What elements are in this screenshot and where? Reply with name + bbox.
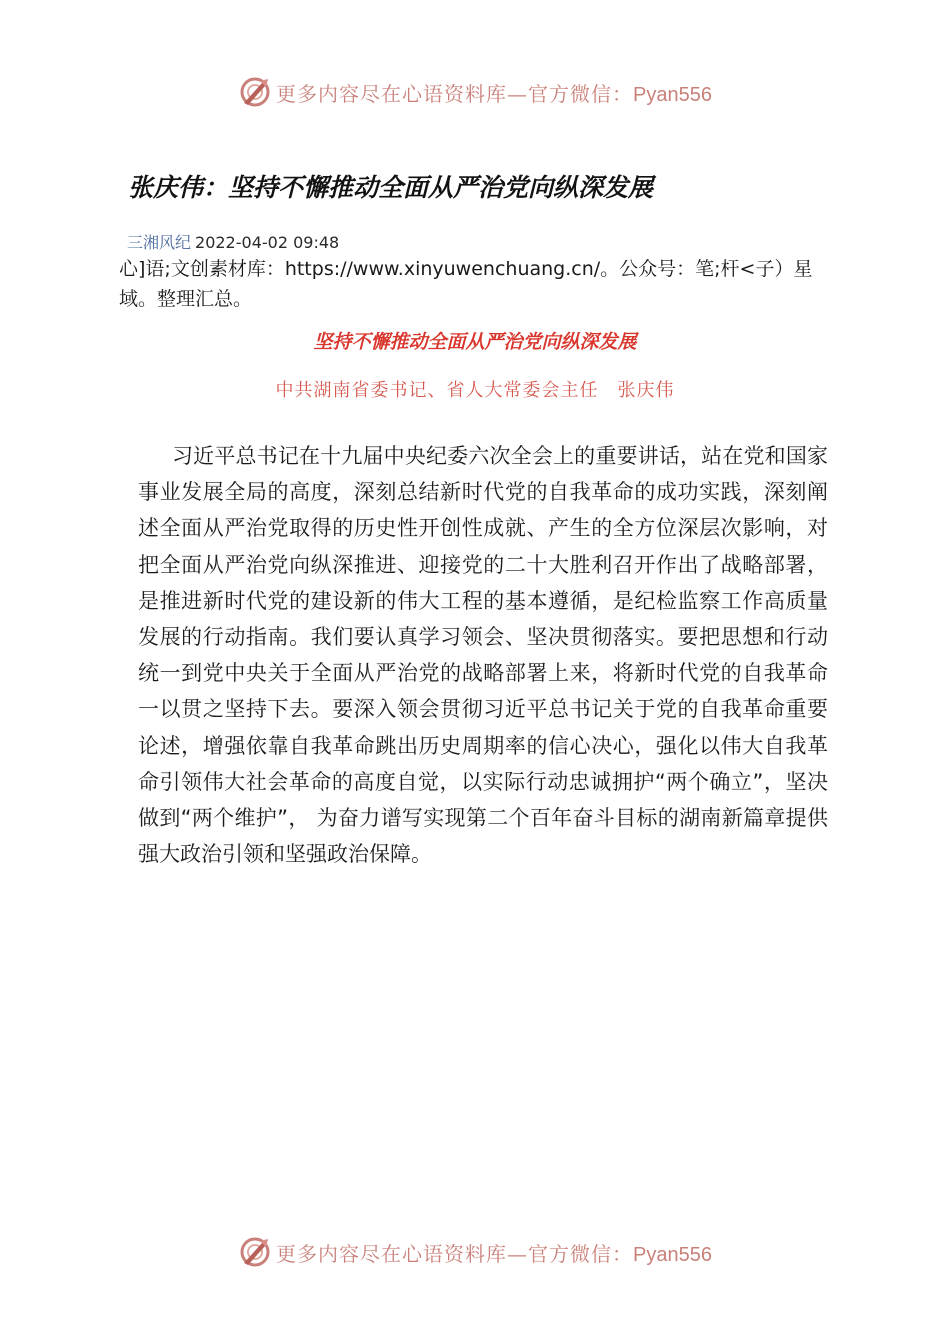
wechat-id: Pyan556 xyxy=(633,83,712,106)
article-body: 习近平总书记在十九届中央纪委六次全会上的重要讲话，站在党和国家事业发展全局的高度，深刻总结新时代党的自我革命的成功实践，深刻阐述全面从严治党取得的历史性开创性成就、产生的全方位深层次影响，对把全面从严治党向纵深推进、迎接党的二十大胜利召开作出了战略部署， 是推进新时代党的建设新的伟大工程的基本遵循，是纪检监察工作高质量发展的行动指南。我们要认真学习领会、坚决贯彻落实。要把思想和行动统一到党中央关于全面从严治党的战略部署上来，将新时代党的自我革命一以贯之坚持下去。要深入领会贯彻习近平总书记关于党的自我革命重要论述，增强依靠自我革命跳出历史周期率的信心决心，强化以伟大自我革命引领伟大社会革命的高度自觉，以实际行动忠诚拥护“两个确立”，坚决做到“两个维护”， 为奋力谱写实现第二个百年奋斗目标的湖南新篇章提供强大政治引领和坚强政治保障。 xyxy=(138,444,828,867)
footer-banner xyxy=(0,1232,950,1272)
pen-logo-icon xyxy=(238,75,272,109)
author-byline: 中共湖南省委书记、省人大常委会主任 张庆伟 xyxy=(275,380,675,401)
publish-date: 2022-04-02 09:48 xyxy=(195,233,340,252)
banner-text: 更多内容尽在心语资料库—官方微信：Pyan556 xyxy=(276,1241,712,1266)
wechat-id: Pyan556 xyxy=(633,1243,712,1266)
banner-text: 更多内容尽在心语资料库—官方微信：Pyan556 xyxy=(276,81,712,106)
source-link[interactable]: 三湘风纪 xyxy=(127,233,192,252)
copyright-notice: 心]语;文创素材库：https://www.xinyuwenchuang.cn/。公众号：笔;杆<子）星域。整理汇总。 xyxy=(119,258,813,310)
article-title: 张庆伟：坚持不懈推动全面从严治党向纵深发展 xyxy=(128,173,654,202)
header-banner xyxy=(0,72,950,112)
article-subtitle: 坚持不懈推动全面从严治党向纵深发展 xyxy=(313,331,637,353)
article-meta xyxy=(127,230,339,253)
pen-logo-icon xyxy=(238,1235,272,1269)
